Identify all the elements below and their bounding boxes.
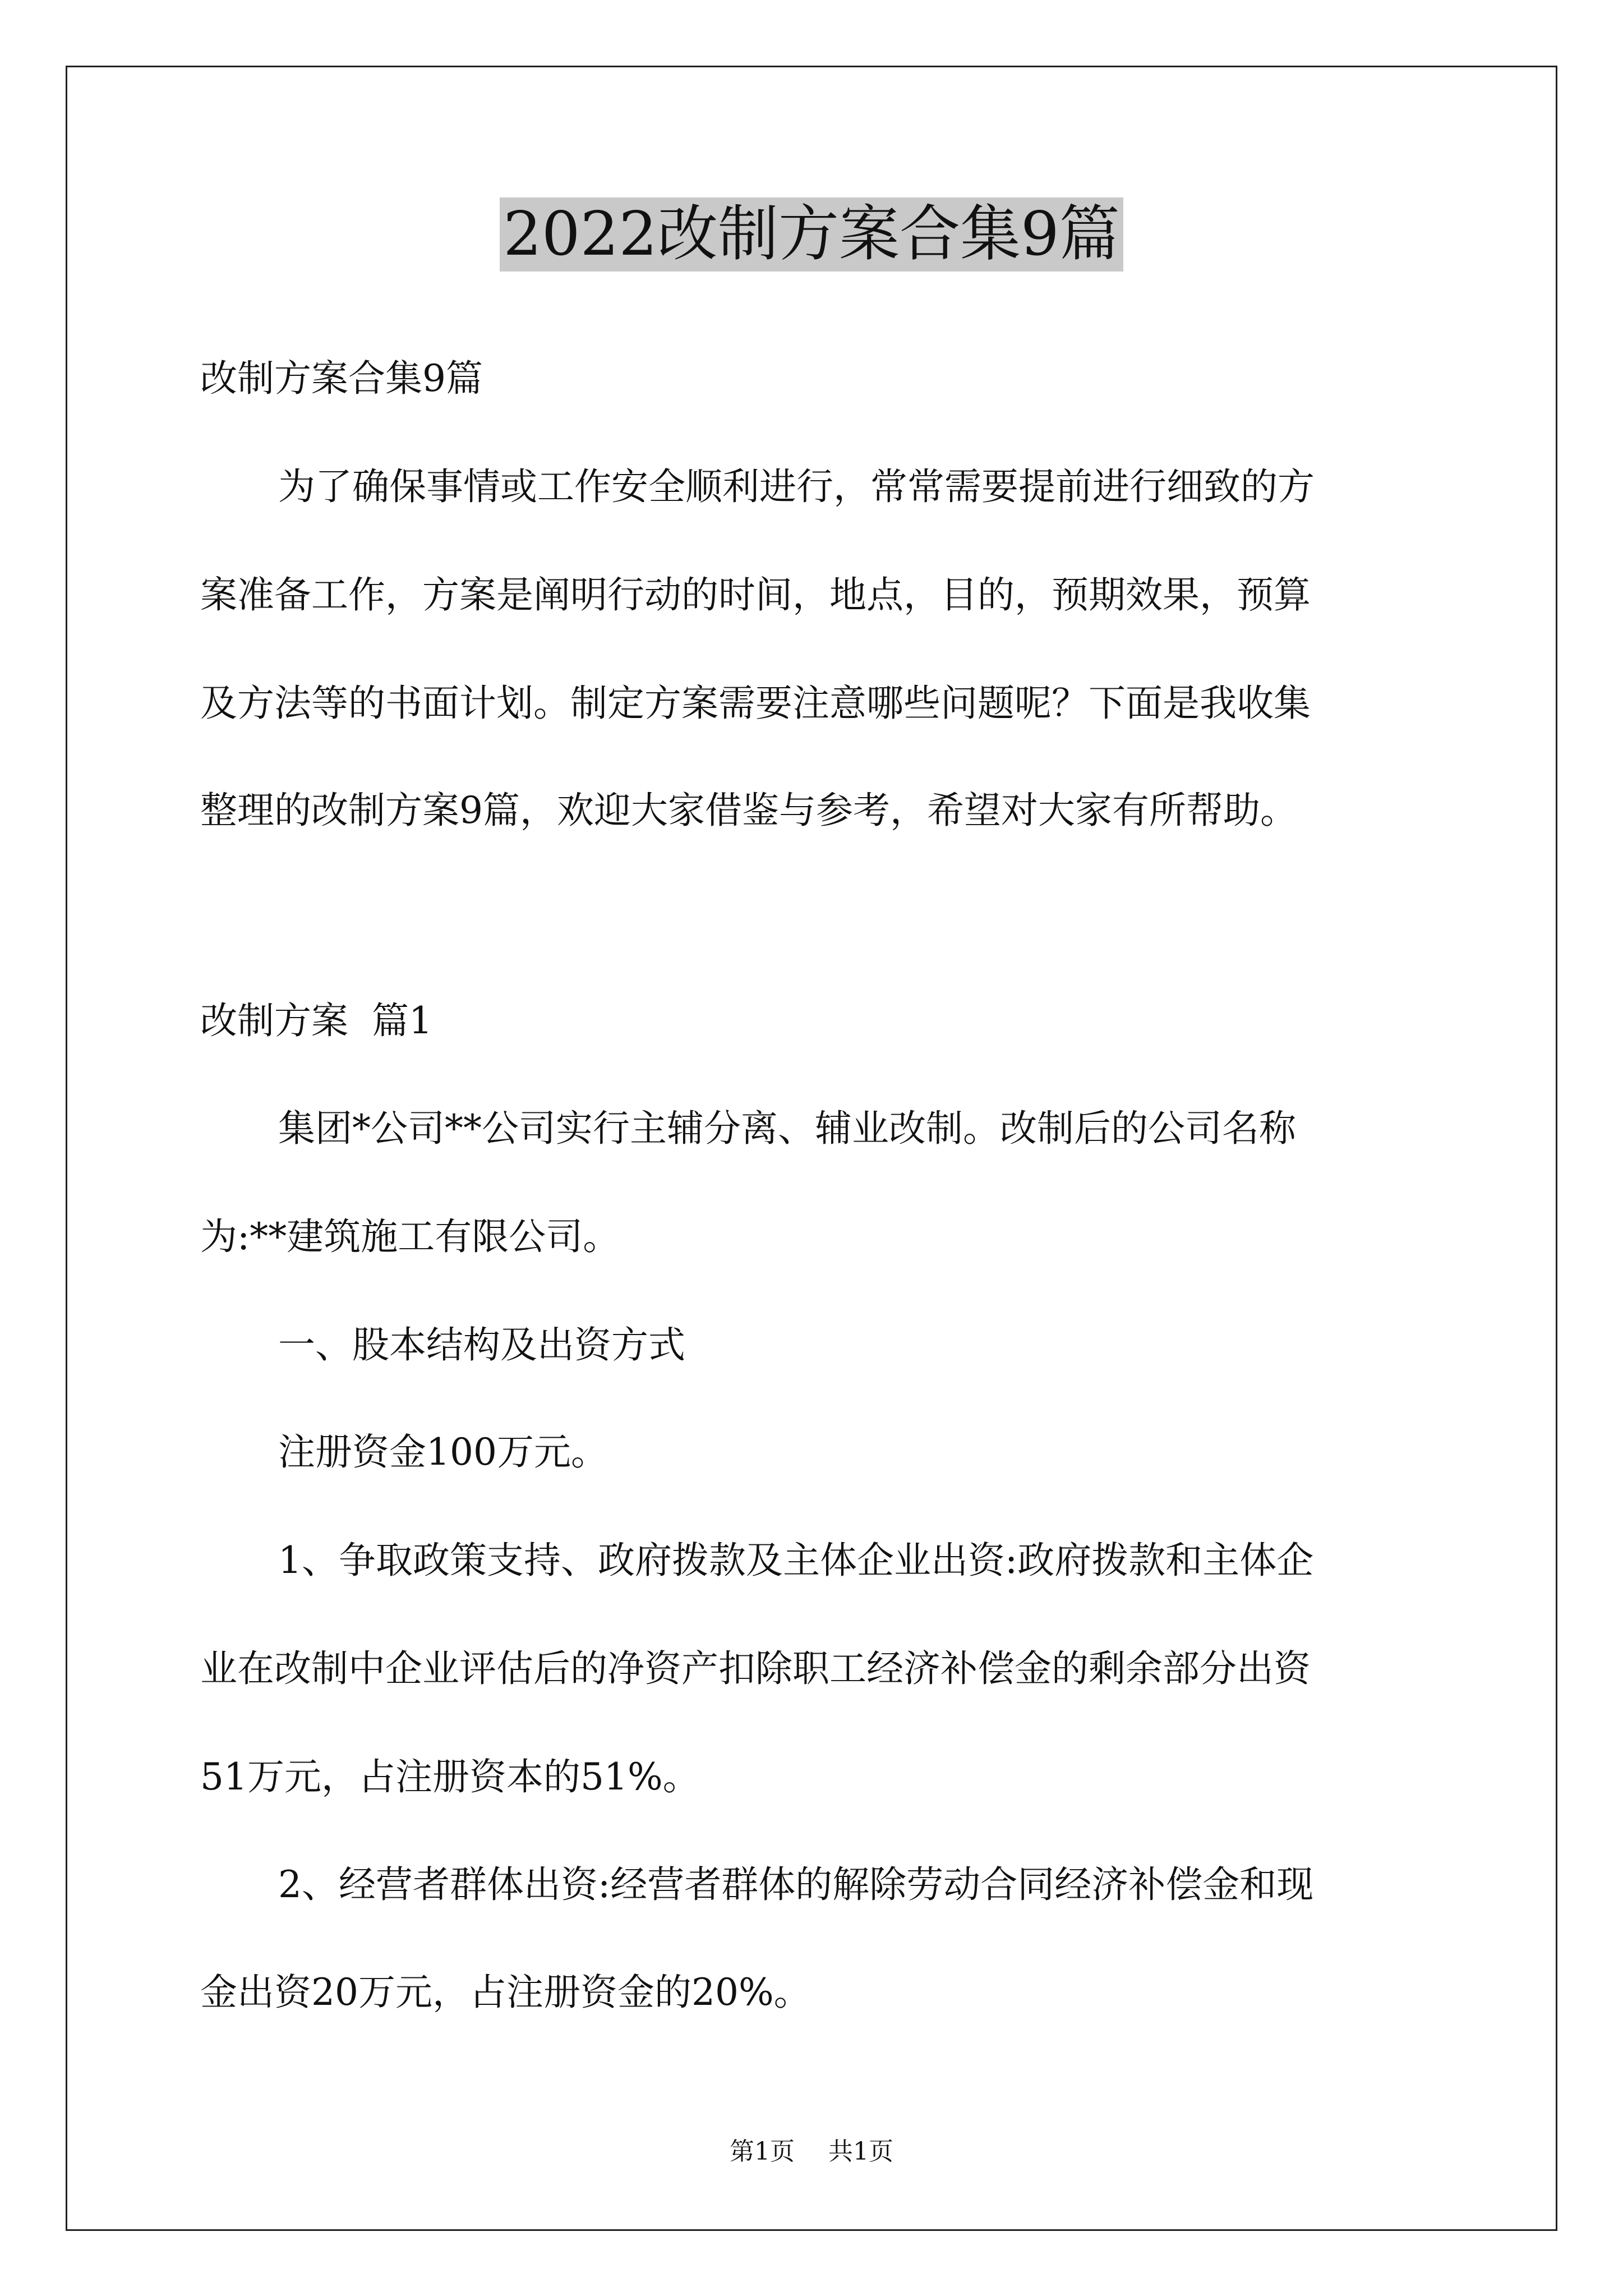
intro-line-2: 案准备工作，方案是阐明行动的时间，地点，目的，预期效果，预算	[200, 573, 1311, 616]
body-line-1: 集团*公司**公司实行主辅分离、辅业改制。改制后的公司名称	[278, 1107, 1296, 1150]
body-line-2: 为:**建筑施工有限公司。	[200, 1215, 620, 1258]
document-subtitle: 改制方案合集9篇	[200, 357, 483, 400]
document-title: 2022改制方案合集9篇	[500, 197, 1123, 272]
intro-line-1: 为了确保事情或工作安全顺利进行，常常需要提前进行细致的方	[278, 465, 1315, 508]
body-line-7: 51万元，占注册资本的51%。	[200, 1755, 700, 1798]
page-number: 第1页	[730, 2137, 795, 2166]
page-total: 共1页	[828, 2137, 893, 2166]
intro-line-4: 整理的改制方案9篇，欢迎大家借鉴与参考，希望对大家有所帮助。	[200, 789, 1297, 832]
body-line-6: 业在改制中企业评估后的净资产扣除职工经济补偿金的剩余部分出资	[200, 1647, 1311, 1690]
page-footer	[0, 2136, 1623, 2168]
intro-line-3: 及方法等的书面计划。制定方案需要注意哪些问题呢？下面是我收集	[200, 682, 1311, 725]
section-heading: 改制方案 篇1	[200, 999, 432, 1042]
title-container	[0, 197, 1623, 272]
body-line-4: 注册资金100万元。	[278, 1430, 608, 1474]
body-line-8: 2、经营者群体出资:经营者群体的解除劳动合同经济补偿金和现	[278, 1863, 1314, 1906]
body-line-5: 1、争取政策支持、政府拨款及主体企业出资:政府拨款和主体企	[278, 1539, 1314, 1582]
body-line-3: 一、股本结构及出资方式	[278, 1323, 685, 1366]
body-line-9: 金出资20万元，占注册资金的20%。	[200, 1971, 811, 2014]
